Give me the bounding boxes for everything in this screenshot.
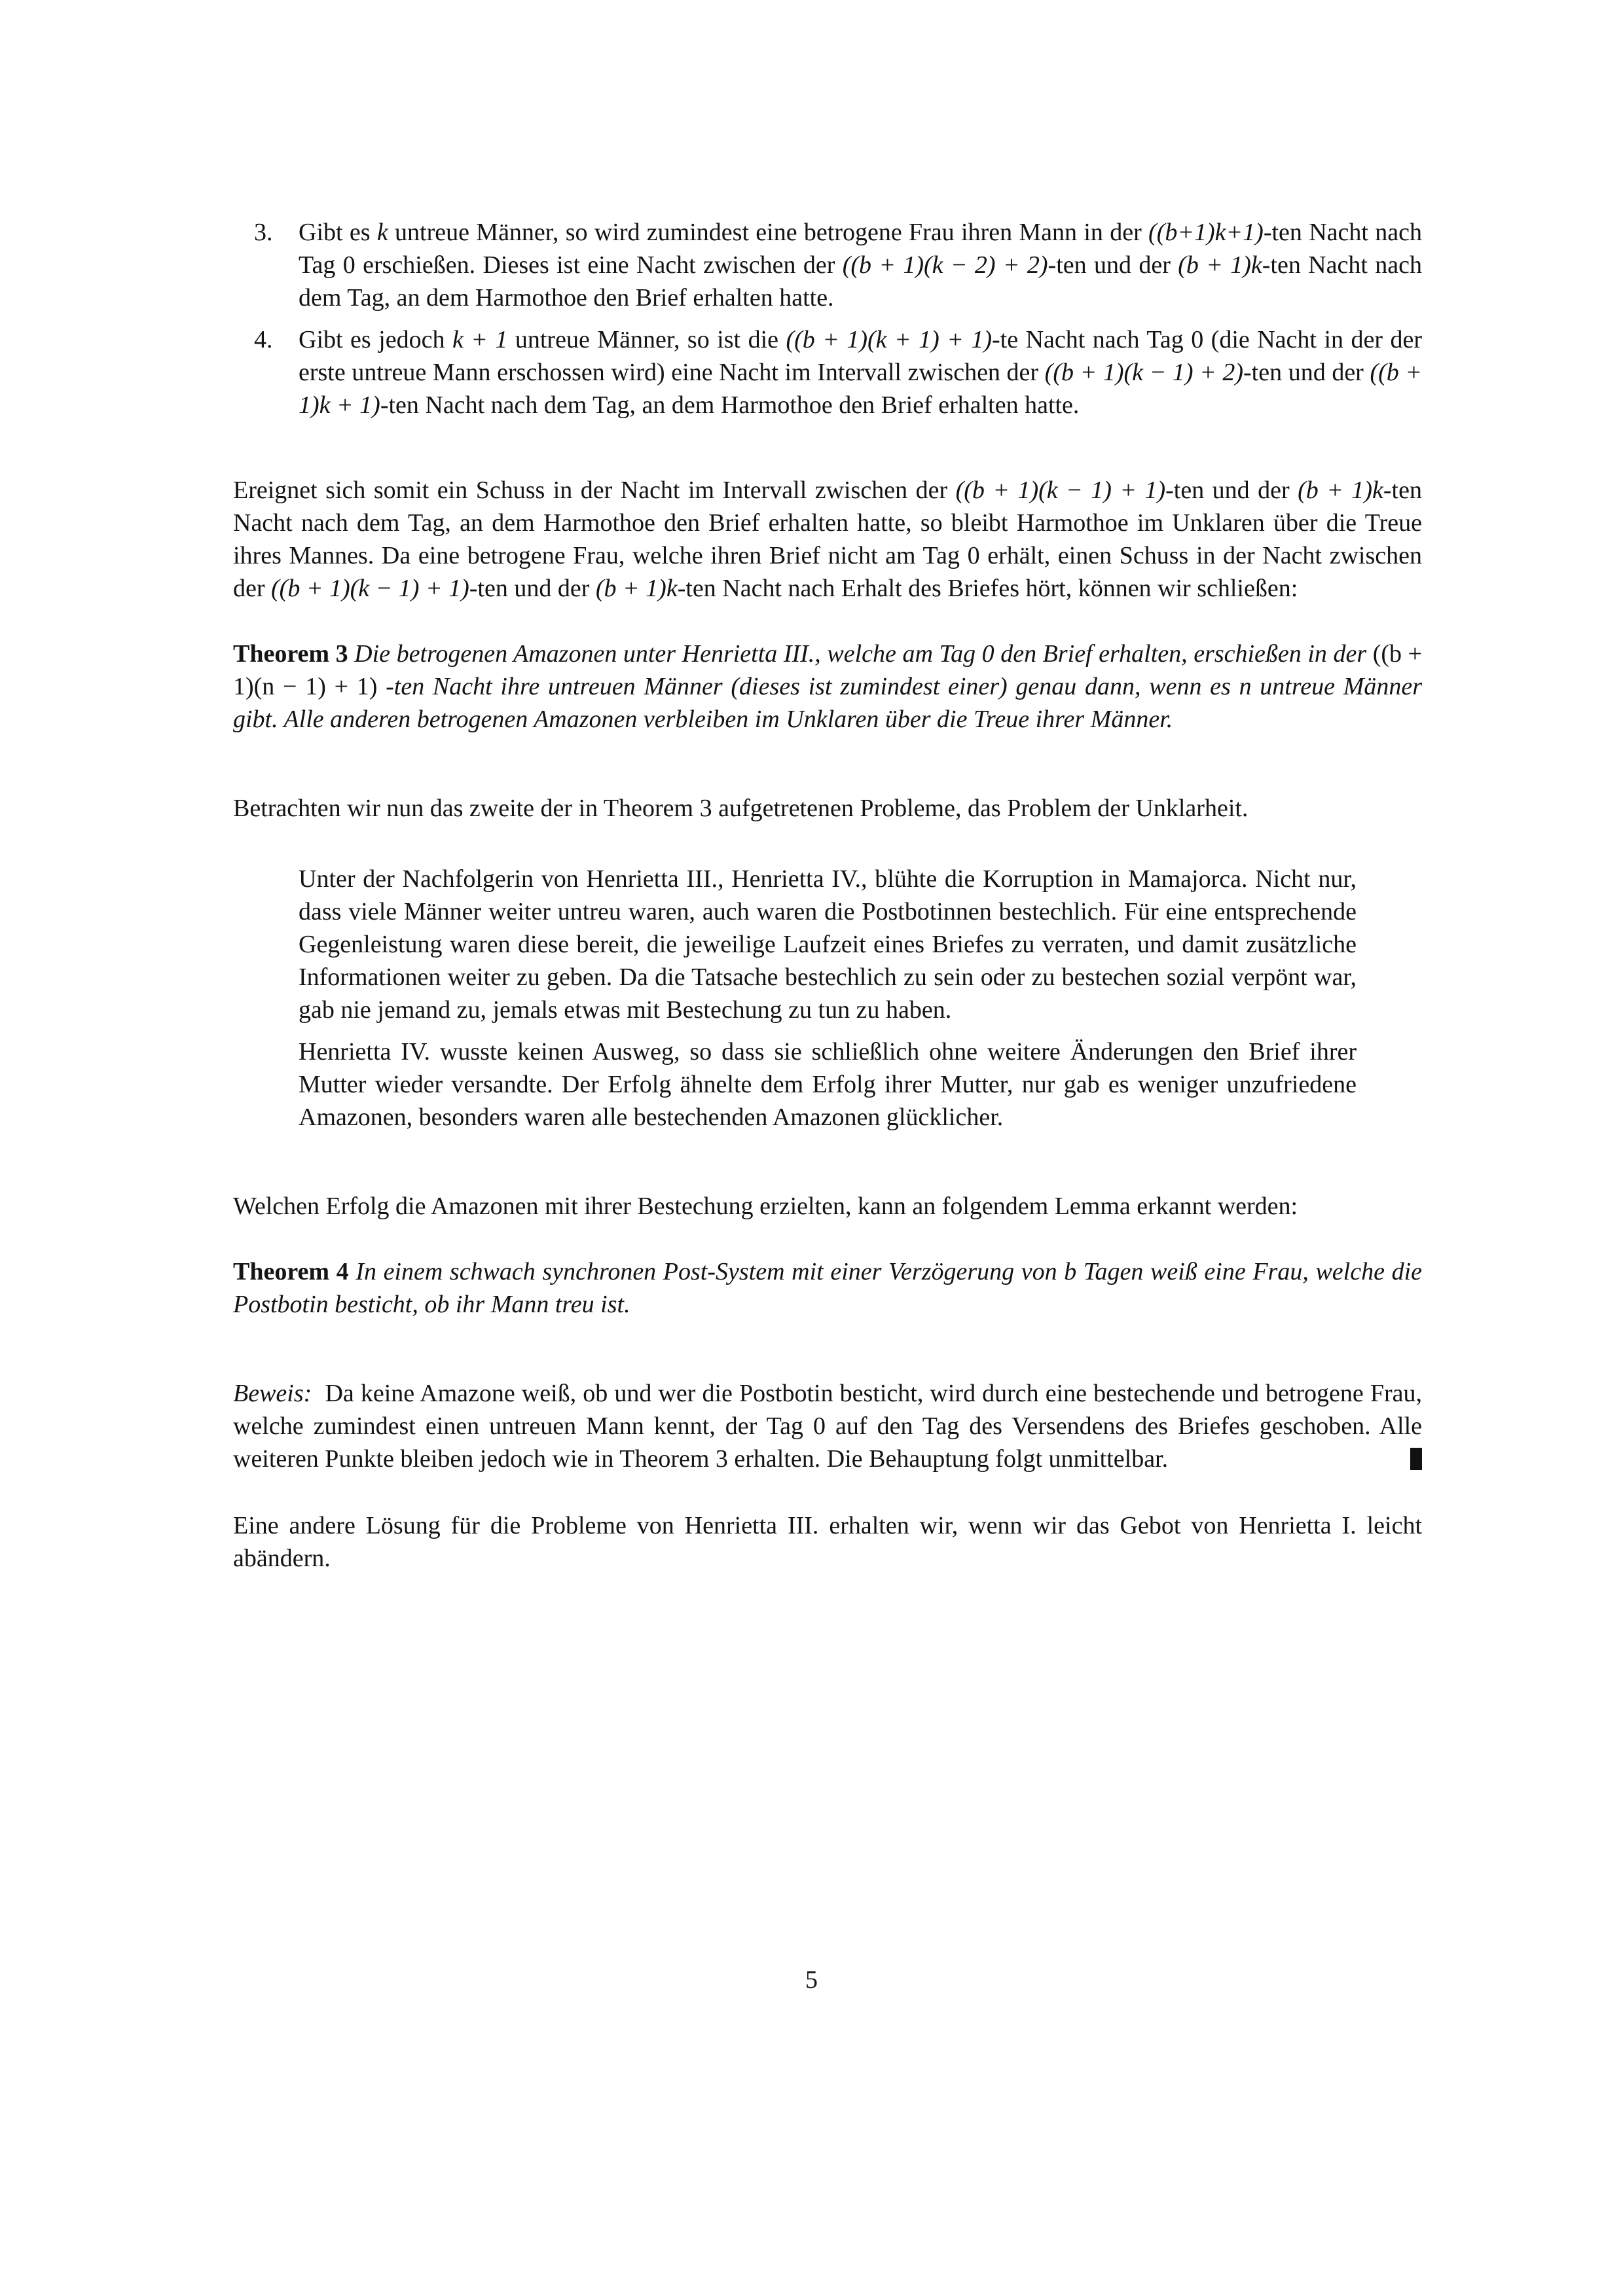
page-content <box>233 216 1422 1575</box>
item-number: 4. <box>254 326 273 353</box>
text: -ten Nacht nach Tag 0 erschießen. Dieses ist eine Nacht zwischen der <box>299 219 1422 279</box>
math: ((b + 1)(k − 1) + 1) <box>955 476 1166 504</box>
text: -ten und der <box>1165 476 1298 504</box>
text: Die betrogenen Amazonen unter Henrietta III., welche am Tag 0 den Brief erhalten, erschießen in der <box>348 640 1373 668</box>
theorem-4 <box>233 1255 1422 1321</box>
math: ((b + 1)(n − 1) + 1) <box>233 640 1423 700</box>
proof-label: Beweis: <box>233 1380 312 1407</box>
math: k <box>376 219 388 246</box>
text: -ten Nacht ihre untreuen Männer (dieses ist zumindest einer) genau dann, wenn es <box>377 673 1239 700</box>
math: (b + 1)k <box>1298 476 1383 504</box>
qed-icon <box>1410 1448 1422 1470</box>
math: ((b + 1)k + 1) <box>299 359 1423 419</box>
quote-block <box>299 863 1357 1134</box>
text: Ereignet sich somit ein Schuss in der Nacht im Intervall zwischen der <box>233 476 956 504</box>
math: ((b + 1)(k − 1) + 1) <box>271 575 469 602</box>
text: -ten Nacht nach Erhalt des Briefes hört, können wir schließen: <box>677 575 1298 602</box>
item-number: 3. <box>254 219 273 246</box>
text: -ten Nacht nach dem Tag, an dem Harmothoe den Brief erhalten hatte, so bleibt Harmothoe im Unklaren über die Treue ihres Mannes. Da eine betrogene Frau, welche ihren Brief nicht am Tag 0 erhält, einen Schuss in der Nacht zwischen der <box>233 476 1422 602</box>
quote-paragraph-2: Henrietta IV. wusste keinen Ausweg, so dass sie schließlich ohne weitere Änderungen den Brief ihrer Mutter wieder versandte. Der Erfolg ähnelte dem Erfolg ihrer Mutter, nur gab es weniger unzufriedene Amazonen, besonders waren alle bestechenden Amazonen glücklicher. <box>299 1038 1357 1131</box>
text: -ten und der <box>469 575 596 602</box>
list-item-3 <box>233 216 1422 314</box>
enumerate-list <box>233 216 1422 422</box>
text: -ten Nacht nach dem Tag, an dem Harmothoe den Brief erhalten hatte. <box>299 251 1422 312</box>
text: -ten und der <box>1243 359 1370 386</box>
quote-paragraph-1: Unter der Nachfolgerin von Henrietta III., Henrietta IV., blühte die Korruption in Mamajorca. Nicht nur, dass viele Männer weiter untreu waren, auch waren die Postbotinnen bestechlich. Für eine entsprechende Gegenleistung waren diese bereit, die jeweilige Laufzeit eines Briefes zu verraten, und damit zusätzliche Informationen weiter zu geben. Da die Tatsache bestechlich zu sein oder zu bestechen sozial verpönt war, gab nie jemand zu, jemals etwas mit Bestechung zu tun zu haben. <box>299 865 1357 1024</box>
text: -te Nacht nach Tag 0 (die Nacht in der der erste untreue Mann erschossen wird) eine Nacht im Intervall zwischen der <box>299 326 1422 386</box>
math: ((b + 1)(k + 1) + 1) <box>786 326 993 353</box>
text: -ten und der <box>1048 251 1178 279</box>
text: Gibt es <box>299 219 377 246</box>
text: untreue Männer, so ist die <box>507 326 786 353</box>
list-item-4 <box>233 323 1422 422</box>
math: ((b + 1)(k − 1) + 2) <box>1044 359 1244 386</box>
proof-text: Da keine Amazone weiß, ob und wer die Postbotin besticht, wird durch eine bestechende und betrogene Frau, welche zumindest einen untreuen Mann kennt, der Tag 0 auf den Tag des Versendens des Briefes geschoben. Alle weiteren Punkte bleiben jedoch wie in Theorem 3 erhalten. Die Behauptung folgt unmittelbar. <box>233 1380 1423 1473</box>
text: Tagen weiß eine Frau, welche die Postbotin besticht, ob ihr Mann treu ist. <box>233 1258 1423 1318</box>
math: b <box>1064 1258 1077 1285</box>
math: ((b + 1)(k − 2) + 2) <box>842 251 1048 279</box>
theorem-label: Theorem 4 <box>233 1258 349 1285</box>
math: (b + 1)k <box>595 575 678 602</box>
paragraph-1 <box>233 474 1422 605</box>
theorem-3 <box>233 637 1422 736</box>
text: In einem schwach synchronen Post-System mit einer Verzögerung von <box>348 1258 1065 1285</box>
proof <box>233 1377 1422 1475</box>
paragraph-3: Welchen Erfolg die Amazonen mit ihrer Bestechung erzielten, kann an folgendem Lemma erkannt werden: <box>233 1193 1298 1220</box>
theorem-label: Theorem 3 <box>233 640 348 668</box>
text: untreue Männer, so wird zumindest eine betrogene Frau ihren Mann in der <box>388 219 1149 246</box>
math: (b + 1)k <box>1178 251 1262 279</box>
math: ((b+1)k+1) <box>1148 219 1264 246</box>
math: k + 1 <box>452 326 508 353</box>
math: n <box>1239 673 1252 700</box>
text: Gibt es jedoch <box>299 326 452 353</box>
text: untreue Männer gibt. Alle anderen betrogenen Amazonen verbleiben im Unklaren über die Treue ihrer Männer. <box>233 673 1423 733</box>
paragraph-4: Eine andere Lösung für die Probleme von Henrietta III. erhalten wir, wenn wir das Gebot von Henrietta I. leicht abändern. <box>233 1512 1422 1572</box>
text: -ten Nacht nach dem Tag, an dem Harmothoe den Brief erhalten hatte. <box>380 391 1080 419</box>
page-number: 5 <box>805 1966 818 1994</box>
paragraph-2: Betrachten wir nun das zweite der in Theorem 3 aufgetretenen Probleme, das Problem der Unklarheit. <box>233 795 1249 822</box>
